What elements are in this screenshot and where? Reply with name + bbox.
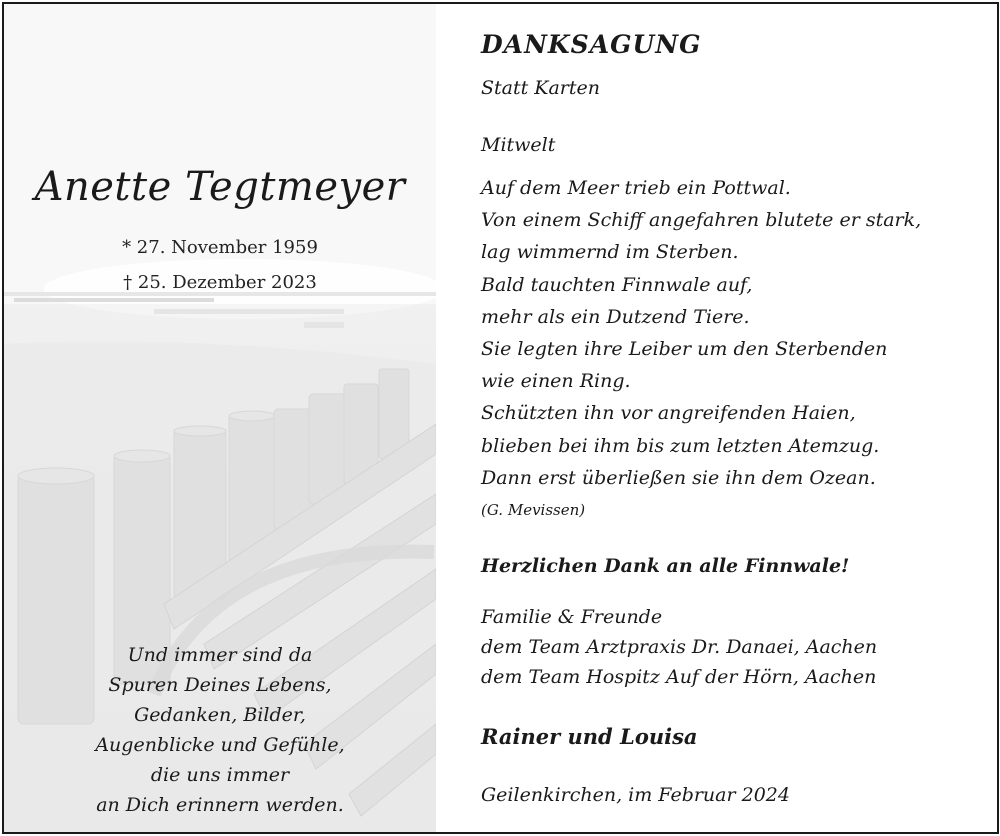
signers: Rainer und Louisa: [481, 724, 698, 749]
poem-line: Bald tauchten Finnwale auf,: [481, 273, 753, 296]
recipient-line: Familie & Freunde: [481, 606, 663, 628]
verse-line: Und immer sind da: [127, 644, 313, 666]
place-date: Geilenkirchen, im Februar 2024: [481, 784, 790, 806]
recipient-line: dem Team Hospitz Auf der Hörn, Aachen: [481, 666, 877, 688]
verse-line: die uns immer: [150, 764, 290, 786]
poem-line: Dann erst überließen sie ihn dem Ozean.: [481, 466, 876, 489]
death-date: † 25. Dezember 2023: [123, 272, 317, 293]
poem-line: Von einem Schiff angefahren blutete er stark,: [481, 209, 922, 232]
poem-line: Auf dem Meer trieb ein Pottwal.: [481, 177, 791, 199]
poem-line: wie einen Ring.: [481, 370, 631, 393]
verse-line: Augenblicke und Gefühle,: [95, 734, 345, 756]
photo-panel: [4, 4, 436, 832]
thanks-line: Herzlichen Dank an alle Finnwale!: [481, 555, 850, 577]
poem-line: Schützten ihn vor angreifenden Haien,: [481, 402, 856, 425]
obituary-card: [2, 2, 999, 834]
poem: [481, 172, 921, 494]
poem-title: Mitwelt: [481, 134, 556, 156]
recipients: [481, 602, 877, 692]
subheading: Statt Karten: [481, 77, 601, 99]
verse-line: Spuren Deines Lebens,: [108, 674, 332, 696]
verse-line: Gedanken, Bilder,: [134, 704, 306, 726]
poem-line: lag wimmernd im Sterben.: [481, 241, 739, 264]
deceased-name: Anette Tegtmeyer: [34, 164, 406, 210]
memorial-verse: [4, 640, 436, 820]
recipient-line: dem Team Arztpraxis Dr. Danaei, Aachen: [481, 636, 878, 658]
poem-author: (G. Mevissen): [481, 501, 586, 519]
birth-date: * 27. November 1959: [122, 237, 318, 258]
poem-line: blieben bei ihm bis zum letzten Atemzug.: [481, 434, 880, 457]
verse-line: an Dich erinnern werden.: [96, 794, 344, 816]
heading: DANKSAGUNG: [481, 30, 702, 59]
poem-line: mehr als ein Dutzend Tiere.: [481, 305, 750, 328]
poem-line: Sie legten ihre Leiber um den Sterbenden: [481, 338, 888, 361]
